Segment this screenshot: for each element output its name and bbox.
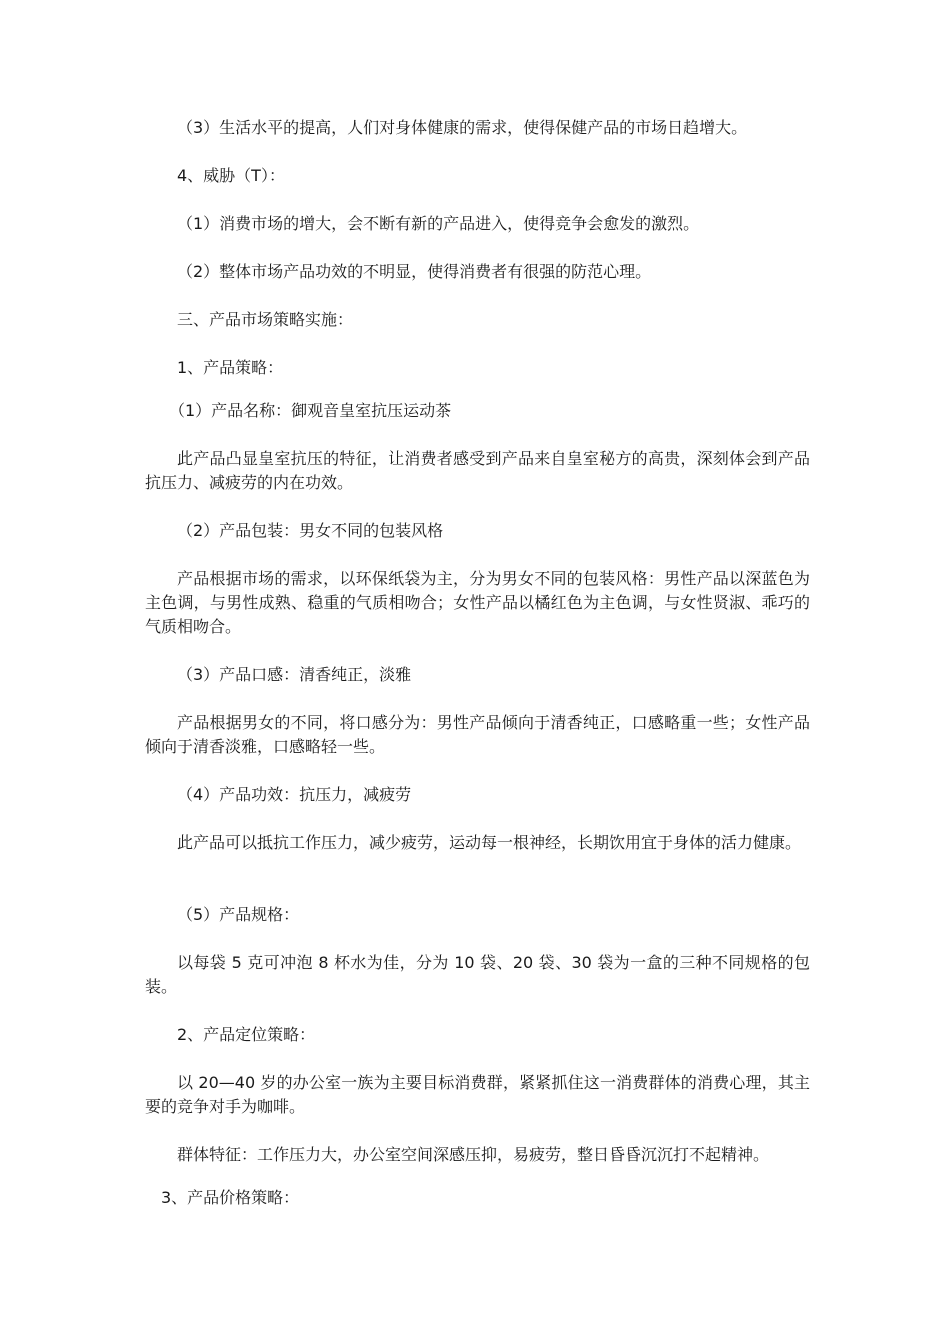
paragraph-effect-detail: 此产品可以抵抗工作压力，减少疲劳，运动每一根神经，长期饮用宜于身体的活力健康。: [177, 833, 802, 852]
paragraph-product-spec: （5）产品规格：: [177, 905, 300, 924]
heading-threats: 4、威胁（T）：: [177, 166, 285, 185]
paragraph-product-effect: （4）产品功效：抗压力，减疲劳: [177, 785, 412, 804]
paragraph-spec-detail: 以每袋 5 克可冲泡 8 杯水为佳，分为 10 袋、20 袋、30 袋为一盒的三种不同规格的包装。: [145, 953, 810, 996]
heading-price-strategy: 3、产品价格策略：: [161, 1188, 300, 1207]
paragraph-consumer-wariness: （2）整体市场产品功效的不明显，使得消费者有很强的防范心理。: [177, 262, 652, 281]
paragraph-group-traits: 群体特征：工作压力大，办公室空间深感压抑，易疲劳，整日昏昏沉沉打不起精神。: [177, 1145, 770, 1164]
paragraph-packaging-detail: 产品根据市场的需求，以环保纸袋为主，分为男女不同的包装风格：男性产品以深蓝色为主色调，与男性成熟、稳重的气质相吻合；女性产品以橘红色为主色调，与女性贤淑、乖巧的气质相吻合。: [145, 569, 810, 636]
paragraph-market-competition: （1）消费市场的增大，会不断有新的产品进入，使得竞争会愈发的激烈。: [177, 214, 700, 233]
paragraph-positioning-detail: 以 20—40 岁的办公室一族为主要目标消费群，紧紧抓住这一消费群体的消费心理，其主要的竞争对手为咖啡。: [145, 1073, 810, 1116]
heading-market-strategy: 三、产品市场策略实施：: [177, 310, 354, 329]
paragraph-product-packaging: （2）产品包装：男女不同的包装风格: [177, 521, 444, 540]
paragraph-product-name: （1）产品名称：御观音皇室抗压运动茶: [169, 401, 452, 420]
heading-product-strategy: 1、产品策略：: [177, 358, 284, 377]
heading-positioning-strategy: 2、产品定位策略：: [177, 1025, 316, 1044]
paragraph-product-taste: （3）产品口感：清香纯正，淡雅: [177, 665, 412, 684]
paragraph-taste-detail: 产品根据男女的不同，将口感分为：男性产品倾向于清香纯正，口感略重一些；女性产品倾向于清香淡雅，口感略轻一些。: [145, 713, 810, 756]
paragraph-product-name-detail: 此产品凸显皇室抗压的特征，让消费者感受到产品来自皇室秘方的高贵，深刻体会到产品抗压力、减疲劳的内在功效。: [145, 449, 810, 492]
paragraph-living-standard: （3）生活水平的提高，人们对身体健康的需求，使得保健产品的市场日趋增大。: [177, 118, 748, 137]
